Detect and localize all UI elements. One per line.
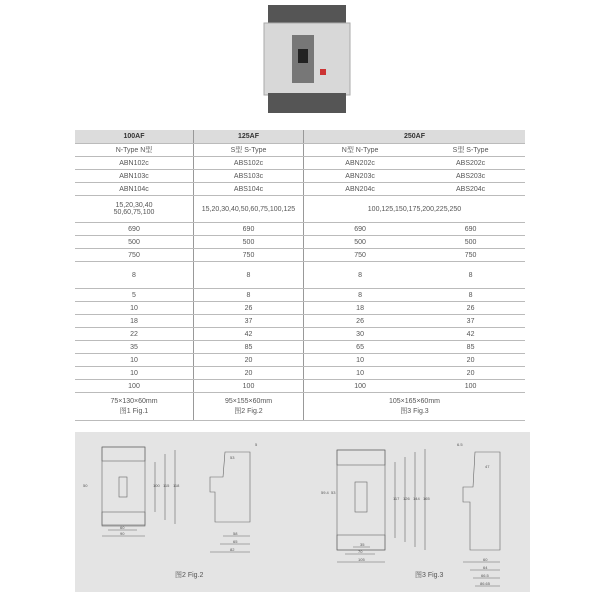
table-row xyxy=(75,262,525,289)
table-cell: 20 xyxy=(416,367,525,380)
table-cell: 18 xyxy=(75,315,194,328)
table-cell: 10 xyxy=(304,367,417,380)
table-cell: 35 xyxy=(75,341,194,354)
table-cell: ABN204c xyxy=(304,183,417,196)
dimension-label: 6.5 xyxy=(457,442,463,447)
table-cell: 20 xyxy=(194,354,304,367)
table-cell: 37 xyxy=(194,315,304,328)
table-cell: 20 xyxy=(194,367,304,380)
dim-fig: 图2 Fig.2 xyxy=(234,407,263,415)
circuit-breaker-photo xyxy=(258,5,356,115)
dim-fig: 图1 Fig.1 xyxy=(119,407,149,415)
dimension-label: 58 xyxy=(233,531,238,536)
dim-fig: 图3 Fig.3 xyxy=(400,407,429,415)
dim-size: 105×165×60mm xyxy=(389,397,440,405)
dimension-label: 105 xyxy=(358,557,365,562)
table-row xyxy=(75,223,525,236)
table-cell: 65 xyxy=(304,341,417,354)
table-cell: 26 xyxy=(416,302,525,315)
table-cell: 8 xyxy=(75,262,194,289)
table-cell: ABS104c xyxy=(194,183,304,196)
table-cell: 10 xyxy=(304,354,417,367)
dimension-label: 60 xyxy=(120,525,125,530)
table-cell: 100 xyxy=(416,380,525,393)
table-cell: ABN102c xyxy=(75,157,194,170)
table-cell: 100 xyxy=(194,380,304,393)
table-cell: 690 xyxy=(416,223,525,236)
fig2-caption: 图2 Fig.2 xyxy=(175,572,204,579)
table-cell: 18 xyxy=(304,302,417,315)
header-100af: 100AF xyxy=(75,130,194,144)
table-cell: ABS203c xyxy=(416,170,525,183)
table-cell: 500 xyxy=(194,236,304,249)
table-cell: 26 xyxy=(194,302,304,315)
table-cell: 750 xyxy=(194,249,304,262)
table-row xyxy=(75,354,525,367)
table-cell: 10 xyxy=(75,367,194,380)
table-cell: ABN104c xyxy=(75,183,194,196)
table-row xyxy=(75,380,525,393)
dimension-label: 126 xyxy=(403,496,410,501)
dimension-label: 65 xyxy=(233,539,238,544)
table-row xyxy=(75,157,525,170)
dimension-label: 60 xyxy=(483,557,488,562)
table-cell: 100 xyxy=(75,380,194,393)
dimension-label: 50 xyxy=(83,483,88,488)
dimension-label: 86.65 xyxy=(480,581,491,586)
dim-size: 95×155×60mm xyxy=(224,397,273,405)
table-cell: 500 xyxy=(416,236,525,249)
table-row xyxy=(75,170,525,183)
dimension-label: 53 xyxy=(331,490,336,495)
dimension-label: 144 xyxy=(413,496,420,501)
table-row xyxy=(75,302,525,315)
table-cell: 37 xyxy=(416,315,525,328)
dimension-label: 100 xyxy=(153,483,160,488)
header-125af: 125AF xyxy=(194,130,304,144)
table-row xyxy=(75,249,525,262)
table-cell: N型 N-Type xyxy=(304,144,417,157)
table-cell: 690 xyxy=(75,223,194,236)
table-cell: 85 xyxy=(194,341,304,354)
dimension-label: 5 xyxy=(255,442,258,447)
table-cell: 8 xyxy=(416,262,525,289)
table-cell: 690 xyxy=(304,223,417,236)
amps-125af: 15,20,30,40,50,60,75,100,125 xyxy=(194,196,304,223)
table-row-dims xyxy=(75,393,525,421)
table-cell: 5 xyxy=(75,289,194,302)
table-cell: 750 xyxy=(75,249,194,262)
table-cell: 30 xyxy=(304,328,417,341)
dimension-label: 64 xyxy=(483,565,488,570)
table-cell: 8 xyxy=(416,289,525,302)
table-cell: 500 xyxy=(304,236,417,249)
table-row xyxy=(75,341,525,354)
dimension-label: 117 xyxy=(393,496,400,501)
dimension-label: 35 xyxy=(360,542,365,547)
dimension-label: 47 xyxy=(485,464,490,469)
table-cell: 10 xyxy=(75,354,194,367)
spec-table xyxy=(75,130,525,421)
dimension-label: 70 xyxy=(358,549,363,554)
table-cell: 8 xyxy=(194,289,304,302)
table-cell: ABS204c xyxy=(416,183,525,196)
table-cell: 750 xyxy=(416,249,525,262)
table-cell: 20 xyxy=(416,354,525,367)
table-cell: 85 xyxy=(416,341,525,354)
table-cell: 8 xyxy=(304,289,417,302)
dimension-label: 53 xyxy=(230,455,235,460)
table-row xyxy=(75,367,525,380)
table-row xyxy=(75,144,525,157)
table-cell: 42 xyxy=(194,328,304,341)
table-cell: 22 xyxy=(75,328,194,341)
amps-100af-b: 50,60,75,100 xyxy=(113,209,155,216)
table-cell: 8 xyxy=(194,262,304,289)
dim-size: 75×130×60mm xyxy=(110,397,158,405)
amps-250af: 100,125,150,175,200,225,250 xyxy=(304,196,526,223)
header-250af: 250AF xyxy=(304,130,526,144)
table-row xyxy=(75,315,525,328)
table-cell: ABS103c xyxy=(194,170,304,183)
dimension-label: 90 xyxy=(120,531,125,536)
table-cell: S型 S-Type xyxy=(194,144,304,157)
table-cell: 10 xyxy=(75,302,194,315)
table-cell: N-Type N型 xyxy=(75,144,194,157)
table-cell: 100 xyxy=(304,380,417,393)
table-row xyxy=(75,328,525,341)
table-cell: ABS102c xyxy=(194,157,304,170)
table-row-amps xyxy=(75,196,525,223)
dimension-label: 118 xyxy=(173,483,180,488)
dimension-label: 115 xyxy=(163,483,170,488)
table-cell: ABN202c xyxy=(304,157,417,170)
table-cell: ABN103c xyxy=(75,170,194,183)
table-cell: 500 xyxy=(75,236,194,249)
dimension-label: 165 xyxy=(423,496,430,501)
table-cell: 26 xyxy=(304,315,417,328)
table-cell: ABS202c xyxy=(416,157,525,170)
table-cell: ABN203c xyxy=(304,170,417,183)
dimension-label: 82 xyxy=(230,547,235,552)
table-row xyxy=(75,236,525,249)
dimension-label: 66.5 xyxy=(481,573,489,578)
dimension-drawings xyxy=(75,432,530,592)
amps-100af-a: 15,20,30,40 xyxy=(115,202,153,209)
table-cell: 8 xyxy=(304,262,417,289)
table-cell: S型 S-Type xyxy=(416,144,525,157)
table-row xyxy=(75,183,525,196)
table-cell: 750 xyxy=(304,249,417,262)
fig3-caption: 图3 Fig.3 xyxy=(415,572,444,579)
table-cell: 42 xyxy=(416,328,525,341)
table-row xyxy=(75,289,525,302)
table-cell: 690 xyxy=(194,223,304,236)
dimension-label: 59.4 xyxy=(321,490,329,495)
